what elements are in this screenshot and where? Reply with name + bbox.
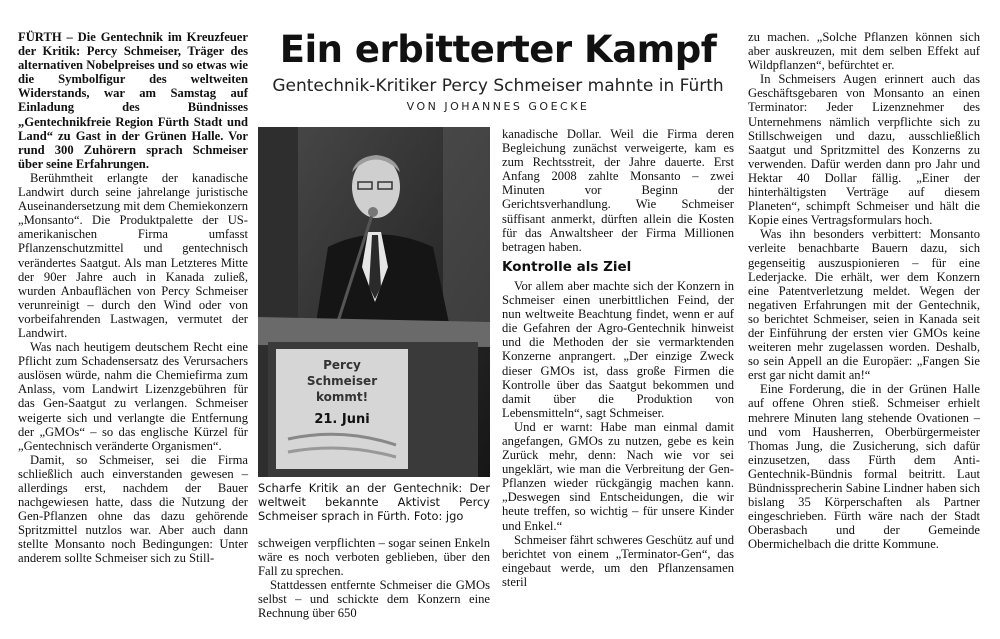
lead-text: Die Gentechnik im Kreuzfeuer der Kritik: Percy Schmeiser, Träger des alternativen Nobelpreises und so etwas wie die Symbolfigur des weltweiten Widerstands, war am Samstag auf Einladung des Bündnisses „Gentechnikfreie Region Fürth Stadt und Land“ zu Gast in der Grünen Halle. Vor rund 300 Zuhörern sprach Schmeiser über seine Erfahrungen.	[18, 30, 248, 171]
byline: VON JOHANNES GOECKE	[406, 100, 590, 113]
headline: Ein erbitterter Kampf	[279, 28, 717, 71]
paragraph: In Schmeisers Augen erinnert auch das Geschäftsgebaren von Monsanto an einen Terminator: Jeder Lizenznehmer des Unternehmens nämlich verpflichte sich zu Stillschweigen und dazu, ausschließlich Saatgut und Spritzmittel des Konzerns zu verwenden. Dafür werden dann pro Jahr und Hektar 40 Dollar fällig. „Einer der hinterhältigsten Verträge auf diesem Planeten“, schimpft Schmeiser und hält die Kopie eines Vertragsformulars hoch.	[748, 72, 980, 228]
paragraph: Stattdessen entfernte Schmeiser die GMOs selbst – und schickte dem Konzern eine Rechnung über 650	[258, 578, 490, 621]
poster-text-3: kommt!	[315, 390, 369, 404]
article-column-4	[748, 30, 980, 551]
paragraph: kanadische Dollar. Weil die Firma deren Begleichung zunächst verweigerte, kam es zum Rechtsstreit, der Jahre dauerte. Erst Anfang 2008 zahlte Monsanto – zwei Minuten vor Beginn der Gerichtsverhandlung. Wie Schmeiser süffisant anmerkt, dürften allein die Kosten für das Anwaltsheer der Firma Millionen betragen haben.	[502, 127, 734, 254]
photo-illustration	[258, 127, 490, 477]
paragraph: zu machen. „Solche Pflanzen können sich aber auskreuzen, mit dem selben Effekt auf Wildpflanzen“, befürchtet er.	[748, 30, 980, 73]
paragraph: Was nach heutigem deutschem Recht eine Pflicht zum Schadensersatz des Verursachers auslösen würde, nahm die Chemiefirma zum Anlass, vom Landwirt Lizenzgebühren für das Gen-Saatgut zu verlangen. Schmeiser weigerte sich und verlangte die Entfernung der „GMOs“ – so das englische Kürzel für „Gentechnisch veränderte Organismen“.	[18, 340, 248, 453]
paragraph: Und er warnt: Habe man einmal damit angefangen, GMOs zu nutzen, gebe es kein Zurück mehr, denn: Nach wie vor sei ungeklärt, wie man die Verbreitung der Gen-Pflanzen wieder rückgängig machen kann. „Deswegen sind Entscheidungen, die wir heute treffen, so wichtig – für unsere Kinder und Enkel.“	[502, 419, 734, 533]
article-column-2	[258, 536, 490, 621]
paragraph: Was ihn besonders verbittert: Monsanto verleite benachbarte Bauern dazu, sich gegenseitig auszuspionieren – für eine Lederjacke. Die erhält, wer dem Konzern eine Patentverletzung meldet. Wegen der negativen Erfahrungen mit der Gentechnik, so berichtet Schmeiser, seien in Kanada seit der Einführung der ersten vier GMOs keine weiteren mehr zugelassen worden. Deshalb, so sein Appell an die Europäer: „Fangen Sie erst gar nicht damit an!“	[748, 227, 980, 383]
article-lead	[18, 30, 248, 171]
subheading: Kontrolle als Ziel	[502, 258, 632, 275]
dateline: FÜRTH –	[18, 30, 73, 44]
paragraph: Vor allem aber machte sich der Konzern in Schmeiser einen unerbittlichen Feind, der nun weltweite Beachtung findet, wenn er auf die Gefahren der Agro-Gentechnik hinweist und die Methoden der sie vermarktenden Konzerne anprangert. „Der einzige Zweck dieser GMOs ist, dass große Firmen die Kontrolle über das Saatgut bekommen und damit über die Produktion von Lebensmitteln“, sagt Schmeiser.	[502, 278, 734, 420]
paragraph: Berühmtheit erlangte der kanadische Landwirt durch seine jahrelange juristische Auseinandersetzung mit dem Chemiekonzern „Monsanto“. Die Produktpalette der US-amerikanischen Firma umfasst Pflanzenschutzmittel und gentechnisch verändertes Saatgut. Als man Letzteres Mitte der 90er Jahre auch in Kanada zuließ, wurden Anbauflächen von Percy Schmeiser verunreinigt – durch den Wind oder von vorbeifahrenden Lastwagen, vermutet der Landwirt.	[18, 170, 248, 340]
speaker-photo	[258, 127, 490, 477]
photo-caption: Scharfe Kritik an der Gentechnik: Der weltweit bekannte Aktivist Percy Schmeiser sprach in Fürth. Foto: jgo	[258, 481, 490, 523]
subheadline: Gentechnik-Kritiker Percy Schmeiser mahnte in Fürth	[272, 76, 724, 96]
poster-text-4: 21. Juni	[314, 412, 370, 427]
article-column-1	[18, 30, 248, 566]
paragraph: schweigen verpflichten – sogar seinen Enkeln wäre es noch verboten geblieben, über den Fall zu sprechen.	[258, 536, 490, 579]
poster-text-1: Percy	[323, 358, 361, 372]
poster-text-2: Schmeiser	[306, 374, 378, 388]
paragraph: Schmeiser fährt schweres Geschütz auf und berichtet von einem „Terminator-Gen“, das eingebaut werde, um den Pflanzensamen steril	[502, 532, 734, 589]
article-column-3	[502, 127, 734, 589]
paragraph: Eine Forderung, die in der Grünen Halle auf offene Ohren stieß. Schmeiser erhielt mehrere Minuten lang stehende Ovationen – und vom Hausherren, Oberbürgermeister Thomas Jung, die Zusicherung, sich dafür einzusetzen, dass Fürth dem Anti-Gentechnik-Bündnis formal beitritt. Laut Bündnissprecherin Sabine Lindner haben sich bislang 35 Körperschaften als Partner eingeschrieben. Fürth wäre nach der Stadt Oberasbach und der Gemeinde Obermichelbach die dritte Kommune.	[748, 382, 980, 552]
paragraph: Damit, so Schmeiser, sei die Firma schließlich auch einverstanden gewesen – allerdings erst, nachdem der Bauer nachgewiesen hatte, dass die Nutzung der Gen-Pflanzen ohne das dazu gehörende Spritzmittel nutzlos war. Aber auch dann stellte Monsanto noch Bedingungen: Unter anderem sollte Schmeiser sich zu Still-	[18, 452, 248, 566]
